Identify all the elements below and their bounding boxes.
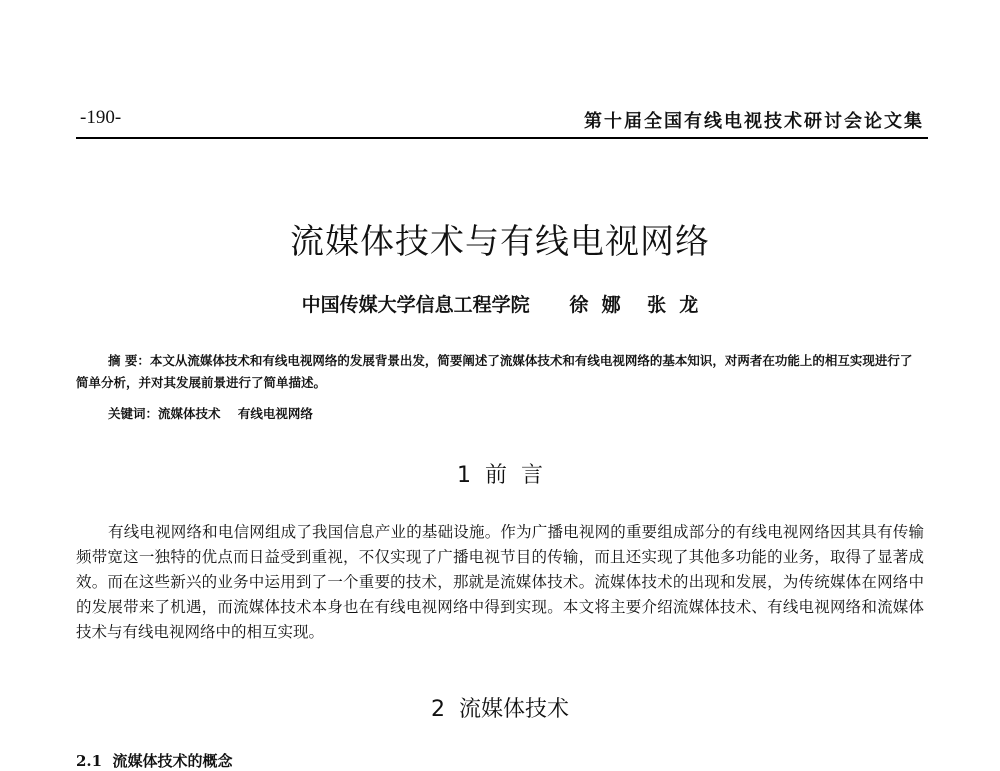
section-1-paragraph: 有线电视网络和电信网组成了我国信息产业的基础设施。作为广播电视网的重要组成部分的有线电视网络因其具有传输频带宽这一独特的优点而日益受到重视，不仅实现了广播电视节目的传输，而且还实现了其他多功能的业务，取得了显著成效。而在这些新兴的业务中运用到了一个重要的技术，那就是流媒体技术。流媒体技术的出现和发展，为传统媒体在网络中的发展带来了机遇，而流媒体技术本身也在有线电视网络中得到实现。本文将主要介绍流媒体技术、有线电视网络和流媒体技术与有线电视网络中的相互实现。: [76, 523, 924, 641]
abstract: [76, 350, 924, 394]
author-line: [0, 290, 1000, 317]
keywords-label: 关键词：: [108, 406, 159, 421]
affiliation: 中国传媒大学信息工程学院: [301, 294, 530, 316]
header-rule: [76, 137, 928, 139]
keywords-text: 流媒体技术 有线电视网络: [158, 406, 313, 421]
section-2-heading: 2 流媒体技术: [431, 697, 569, 722]
section-1-heading: 1 前 言: [457, 463, 543, 488]
section-2-1-heading: 2.1 流媒体技术的概念: [76, 752, 233, 770]
author-names: 徐 娜 张 龙: [569, 294, 699, 316]
paper-title: 流媒体技术与有线电视网络: [290, 222, 710, 262]
keywords: [108, 404, 313, 422]
page-number: -190-: [80, 107, 122, 128]
abstract-text: 本文从流媒体技术和有线电视网络的发展背景出发，简要阐述了流媒体技术和有线电视网络的基本知识，对两者在功能上的相互实现进行了简单分析，并对其发展前景进行了简单描述。: [76, 353, 913, 390]
abstract-label: 摘 要：: [108, 353, 150, 368]
proceedings-title: 第十届全国有线电视技术研讨会论文集: [584, 111, 924, 132]
